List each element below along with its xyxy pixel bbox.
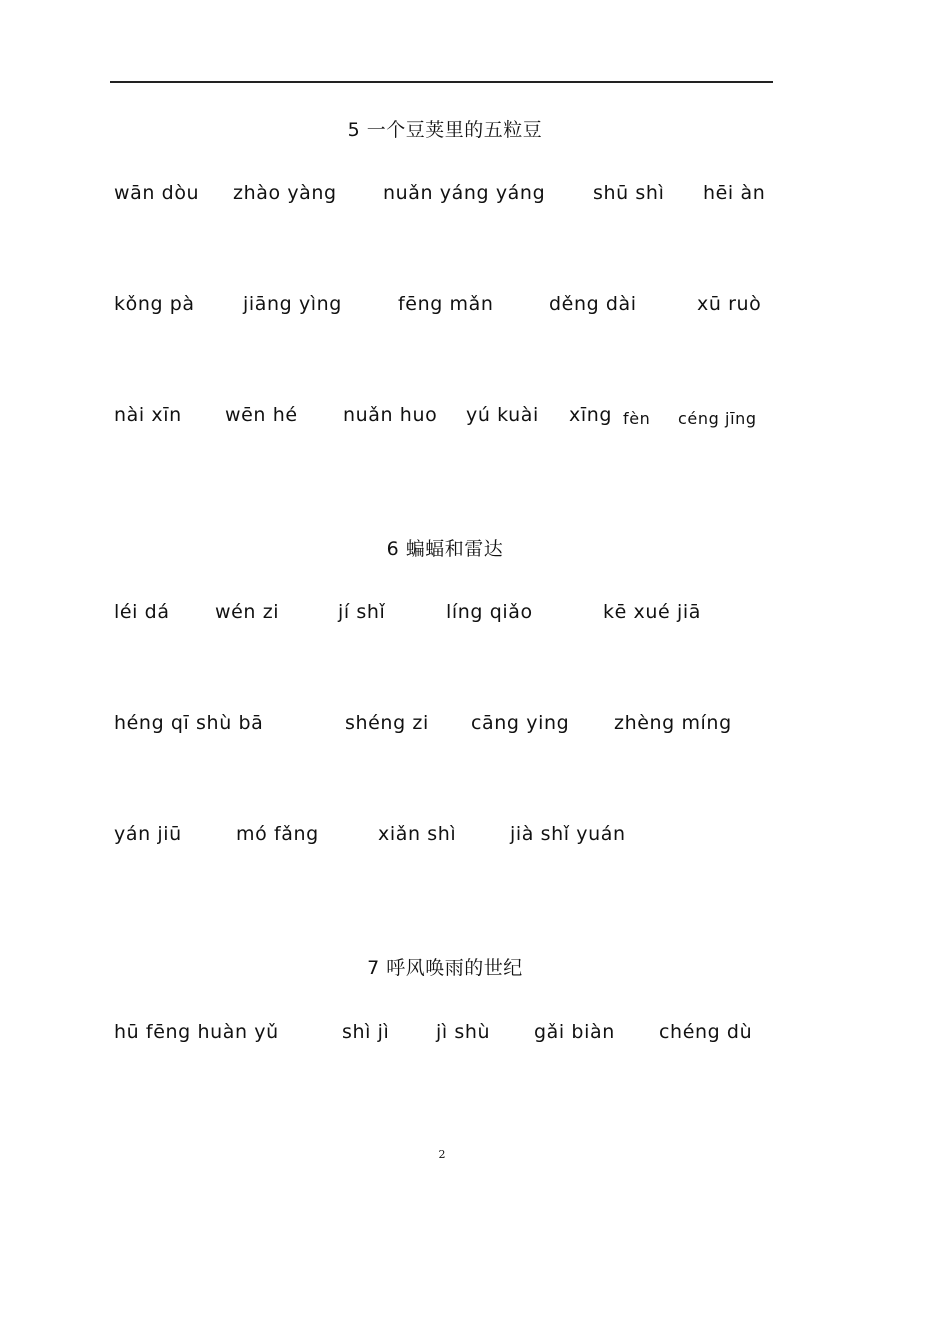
header-rule xyxy=(110,81,773,83)
pinyin-word: céng jīng xyxy=(678,409,757,428)
pinyin-word: shéng zi xyxy=(345,712,429,734)
pinyin-word: mó fǎng xyxy=(236,823,319,845)
pinyin-word: héng qī shù bā xyxy=(114,712,264,734)
pinyin-word: gǎi biàn xyxy=(534,1021,615,1043)
pinyin-row xyxy=(0,293,950,323)
pinyin-word: nài xīn xyxy=(114,404,182,426)
section-heading-6: 6 蝙蝠和雷达 xyxy=(386,538,504,560)
pinyin-word: kǒng pà xyxy=(114,293,195,315)
pinyin-word: jì shù xyxy=(436,1021,491,1043)
pinyin-word: xiǎn shì xyxy=(378,823,457,845)
pinyin-word: wān dòu xyxy=(114,182,200,204)
pinyin-word: cāng ying xyxy=(471,712,570,734)
pinyin-word: jí shǐ xyxy=(338,601,386,623)
pinyin-word: nuǎn huo xyxy=(343,404,438,426)
section-heading-5: 5 一个豆荚里的五粒豆 xyxy=(347,119,543,141)
pinyin-word: léi dá xyxy=(114,601,170,623)
pinyin-word: hū fēng huàn yǔ xyxy=(114,1021,279,1043)
pinyin-word: wén zi xyxy=(215,601,280,623)
pinyin-word: wēn hé xyxy=(225,404,298,426)
pinyin-word: hēi àn xyxy=(703,182,766,204)
pinyin-word: zhào yàng xyxy=(233,182,337,204)
pinyin-row xyxy=(0,1021,950,1051)
pinyin-row xyxy=(0,823,950,853)
pinyin-word: chéng dù xyxy=(659,1021,753,1043)
pinyin-row xyxy=(0,404,950,434)
pinyin-row xyxy=(0,712,950,742)
pinyin-word: shū shì xyxy=(593,182,665,204)
pinyin-word: jiāng yìng xyxy=(243,293,342,315)
pinyin-row xyxy=(0,601,950,631)
pinyin-word: zhèng míng xyxy=(614,712,732,734)
pinyin-word: yú kuài xyxy=(466,404,539,426)
pinyin-word: líng qiǎo xyxy=(446,601,533,623)
pinyin-word: xū ruò xyxy=(697,293,762,315)
pinyin-word: xīng xyxy=(569,404,613,426)
pinyin-word: jià shǐ yuán xyxy=(510,823,626,845)
pinyin-word: fèn xyxy=(623,409,651,428)
section-heading-7: 7 呼风唤雨的世纪 xyxy=(367,957,523,979)
pinyin-word: kē xué jiā xyxy=(603,601,701,623)
pinyin-row xyxy=(0,182,950,212)
pinyin-word: shì jì xyxy=(342,1021,390,1043)
pinyin-word: fēng mǎn xyxy=(398,293,494,315)
page-number: 2 xyxy=(438,1148,446,1161)
pinyin-word: yán jiū xyxy=(114,823,182,845)
pinyin-word: děng dài xyxy=(549,293,637,315)
pinyin-word: nuǎn yáng yáng xyxy=(383,182,546,204)
